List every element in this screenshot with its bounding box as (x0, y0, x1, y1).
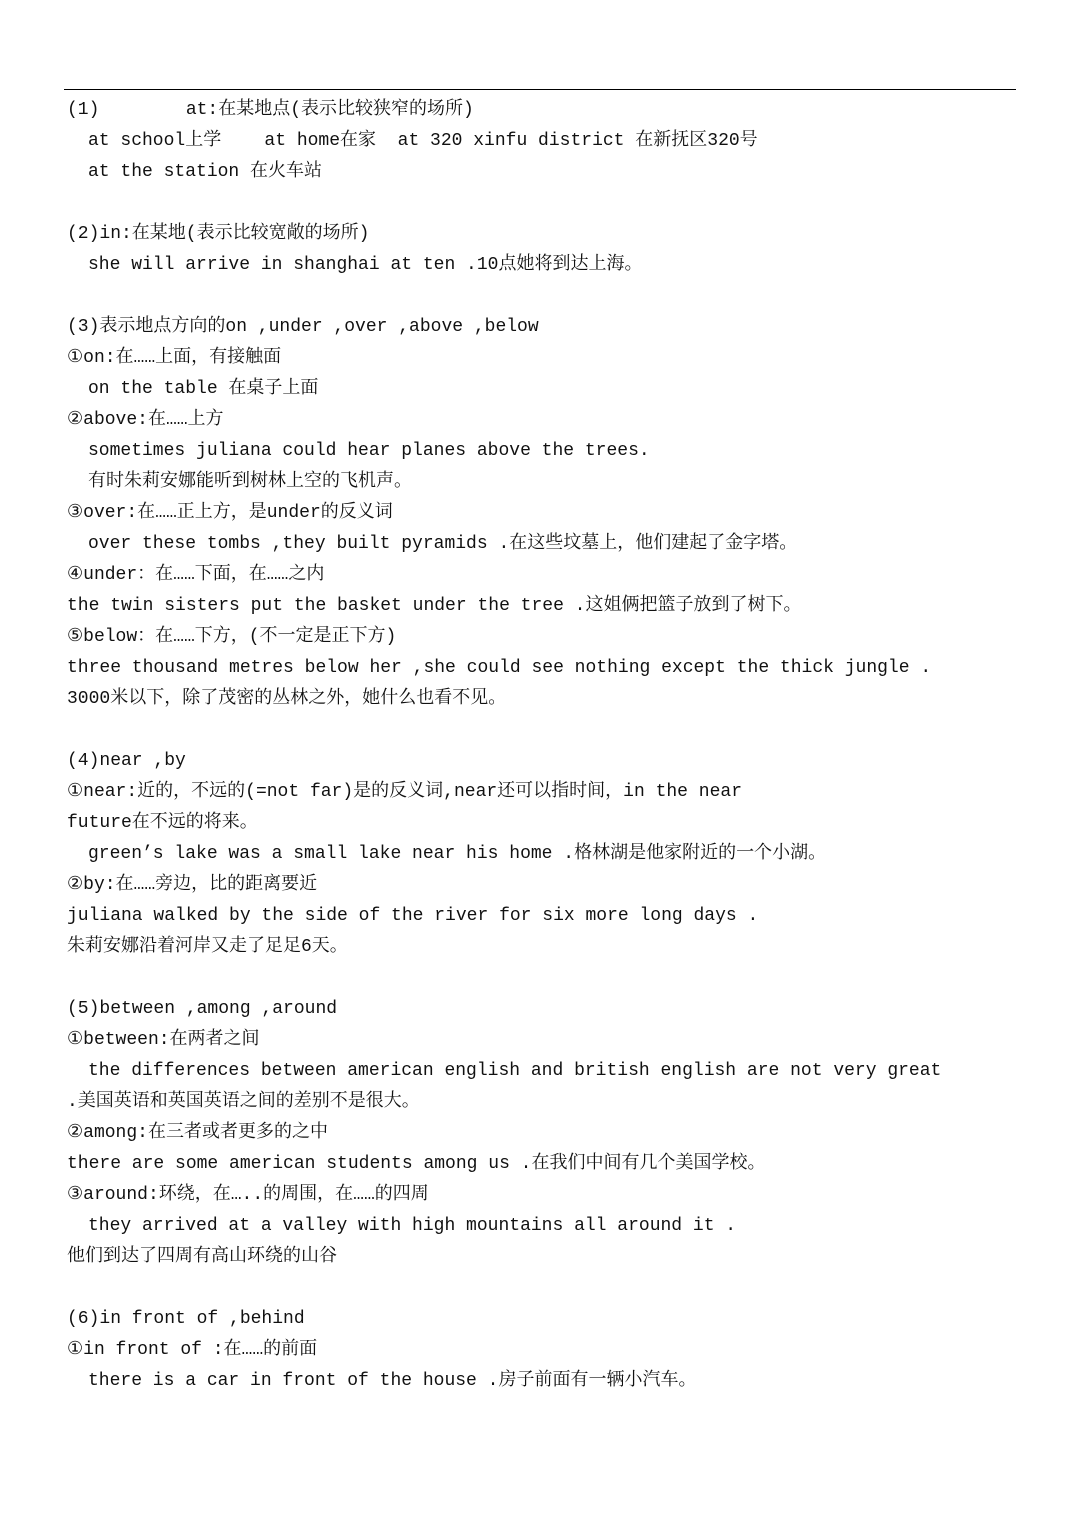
text-line: (1) at:在某地点(表示比较狭窄的场所) (67, 100, 474, 120)
text-line: over these tombs ,they built pyramids .在这些坟墓上，他们建起了金字塔。 (88, 534, 798, 554)
text-line: (5)between ,among ,around (67, 999, 338, 1019)
text-line: they arrived at a valley with high mountains all around it . (88, 1216, 737, 1236)
blank-line (67, 1273, 1017, 1304)
text-line: ③around:环绕，在…..的周围，在……的四周 (67, 1185, 429, 1205)
text-line: ③over:在……正上方，是under的反义词 (67, 503, 393, 523)
text-line: (2)in:在某地(表示比较宽敞的场所) (67, 224, 370, 244)
text-line: ⑤below：在……下方，(不一定是正下方) (67, 627, 397, 647)
text-line: 朱莉安娜沿着河岸又走了足足6天。 (67, 937, 348, 957)
text-line: (6)in front of ,behind (67, 1309, 305, 1329)
text-line: green’s lake was a small lake near his home .格林湖是他家附近的一个小湖。 (88, 844, 827, 864)
text-line: ②by:在……旁边，比的距离要近 (67, 875, 318, 895)
blank-line (67, 188, 1017, 219)
text-line: sometimes juliana could hear planes above the trees. (88, 441, 650, 461)
text-line: she will arrive in shanghai at ten .10点她将到达上海。 (88, 255, 643, 275)
text-line: ①on:在……上面，有接触面 (67, 348, 282, 368)
text-line: the twin sisters put the basket under the tree .这姐俩把篮子放到了树下。 (67, 596, 802, 616)
text-line: 有时朱莉安娜能听到树林上空的飞机声。 (88, 472, 412, 492)
text-line: at the station 在火车站 (88, 162, 323, 182)
text-line: ④under：在……下面，在……之内 (67, 565, 325, 585)
text-line: the differences between american english and british english are not very great (88, 1061, 942, 1081)
text-line: ②among:在三者或者更多的之中 (67, 1123, 328, 1143)
blank-line (67, 963, 1017, 994)
text-line: (4)near ,by (67, 751, 186, 771)
text-line: ①near:近的，不远的(=not far)是的反义词,near还可以指时间，in the near (67, 782, 742, 802)
text-line: ①between:在两者之间 (67, 1030, 260, 1050)
text-line: .美国英语和英国英语之间的差别不是很大。 (67, 1092, 420, 1112)
text-line: on the table 在桌子上面 (88, 379, 319, 399)
text-line: there is a car in front of the house .房子前面有一辆小汽车。 (88, 1371, 697, 1391)
text-line: 他们到达了四周有高山环绕的山谷 (67, 1247, 337, 1267)
blank-line (67, 281, 1017, 312)
text-line: ②above:在……上方 (67, 410, 224, 430)
header-rule (64, 89, 1016, 90)
text-line: future在不远的将来。 (67, 813, 258, 833)
document-body (67, 95, 1017, 1397)
text-line: 3000米以下，除了茂密的丛林之外，她什么也看不见。 (67, 689, 507, 709)
text-line: at school上学 at home在家 at 320 xinfu district 在新抚区320号 (88, 131, 758, 151)
text-line: (3)表示地点方向的on ,under ,over ,above ,below (67, 317, 539, 337)
text-line: ①in front of :在……的前面 (67, 1340, 318, 1360)
text-line: there are some american students among us .在我们中间有几个美国学校。 (67, 1154, 766, 1174)
text-line: juliana walked by the side of the river for six more long days . (67, 906, 759, 926)
blank-line (67, 715, 1017, 746)
text-line: three thousand metres below her ,she could see nothing except the thick jungle . (67, 658, 932, 678)
